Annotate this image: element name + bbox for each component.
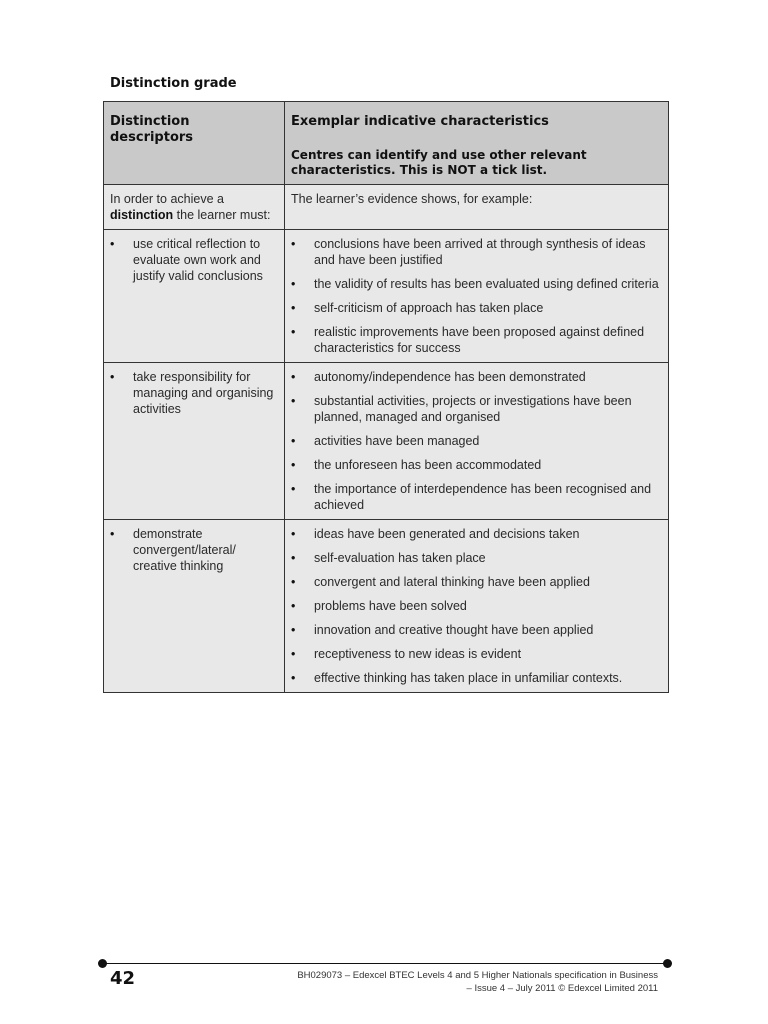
footer-rule-left-dot [98, 959, 107, 968]
characteristic-item: • substantial activities, projects or investigations have been planned, managed and organised [291, 393, 660, 425]
header-characteristics-label: Exemplar indicative characteristics [291, 114, 549, 129]
section-title: Distinction grade [110, 76, 237, 91]
descriptor-item: • use critical reflection to evaluate own work and justify valid conclusions [110, 236, 276, 284]
characteristic-item: • self-criticism of approach has taken place [291, 300, 660, 316]
characteristic-item: • autonomy/independence has been demonstrated [291, 369, 660, 385]
table-row [104, 230, 669, 363]
descriptor-item: • take responsibility for managing and organising activities [110, 369, 276, 417]
intro-text-pre: In order to achieve a [110, 192, 224, 206]
characteristic-item: • innovation and creative thought have been applied [291, 622, 660, 638]
characteristics-cell [285, 230, 669, 363]
descriptor-cell [104, 520, 285, 693]
characteristics-cell [285, 363, 669, 520]
table-row [104, 363, 669, 520]
header-characteristics-note: Centres can identify and use other relevant characteristics. This is NOT a tick list. [291, 148, 587, 177]
descriptor-cell [104, 230, 285, 363]
characteristic-item: • activities have been managed [291, 433, 660, 449]
header-descriptors-label: Distinction descriptors [110, 114, 194, 145]
characteristic-item: • self-evaluation has taken place [291, 550, 660, 566]
table-row [104, 520, 669, 693]
page-number: 42 [110, 968, 136, 989]
characteristic-item: • conclusions have been arrived at through synthesis of ideas and have been justified [291, 236, 660, 268]
characteristic-item: • effective thinking has taken place in unfamiliar contexts. [291, 670, 660, 686]
characteristic-item: • the validity of results has been evaluated using defined criteria [291, 276, 660, 292]
characteristic-item: • ideas have been generated and decisions taken [291, 526, 660, 542]
footer-text [297, 969, 658, 995]
intro-text-bold: distinction [110, 208, 174, 222]
descriptor-cell [104, 363, 285, 520]
table-header-row [104, 102, 669, 185]
characteristic-item: • the unforeseen has been accommodated [291, 457, 660, 473]
distinction-table [103, 101, 669, 693]
characteristics-cell [285, 520, 669, 693]
characteristic-item: • realistic improvements have been proposed against defined characteristics for success [291, 324, 660, 356]
characteristic-item: • convergent and lateral thinking have been applied [291, 574, 660, 590]
intro-row [104, 185, 669, 230]
characteristic-item: • receptiveness to new ideas is evident [291, 646, 660, 662]
footer-line-1: BH029073 – Edexcel BTEC Levels 4 and 5 Higher Nationals specification in Business [297, 970, 658, 981]
descriptor-item: • demonstrate convergent/lateral/ creative thinking [110, 526, 276, 574]
intro-descriptor-cell [104, 185, 285, 230]
header-characteristics [285, 102, 669, 185]
intro-text-post: the learner must: [173, 208, 271, 222]
characteristic-item: • problems have been solved [291, 598, 660, 614]
footer-line-2: – Issue 4 – July 2011 © Edexcel Limited 2011 [466, 983, 658, 994]
header-descriptors [104, 102, 285, 185]
footer-rule-right-dot [663, 959, 672, 968]
footer-rule [103, 963, 668, 964]
intro-characteristics-cell: The learner’s evidence shows, for example: [285, 185, 669, 230]
characteristic-item: • the importance of interdependence has been recognised and achieved [291, 481, 660, 513]
